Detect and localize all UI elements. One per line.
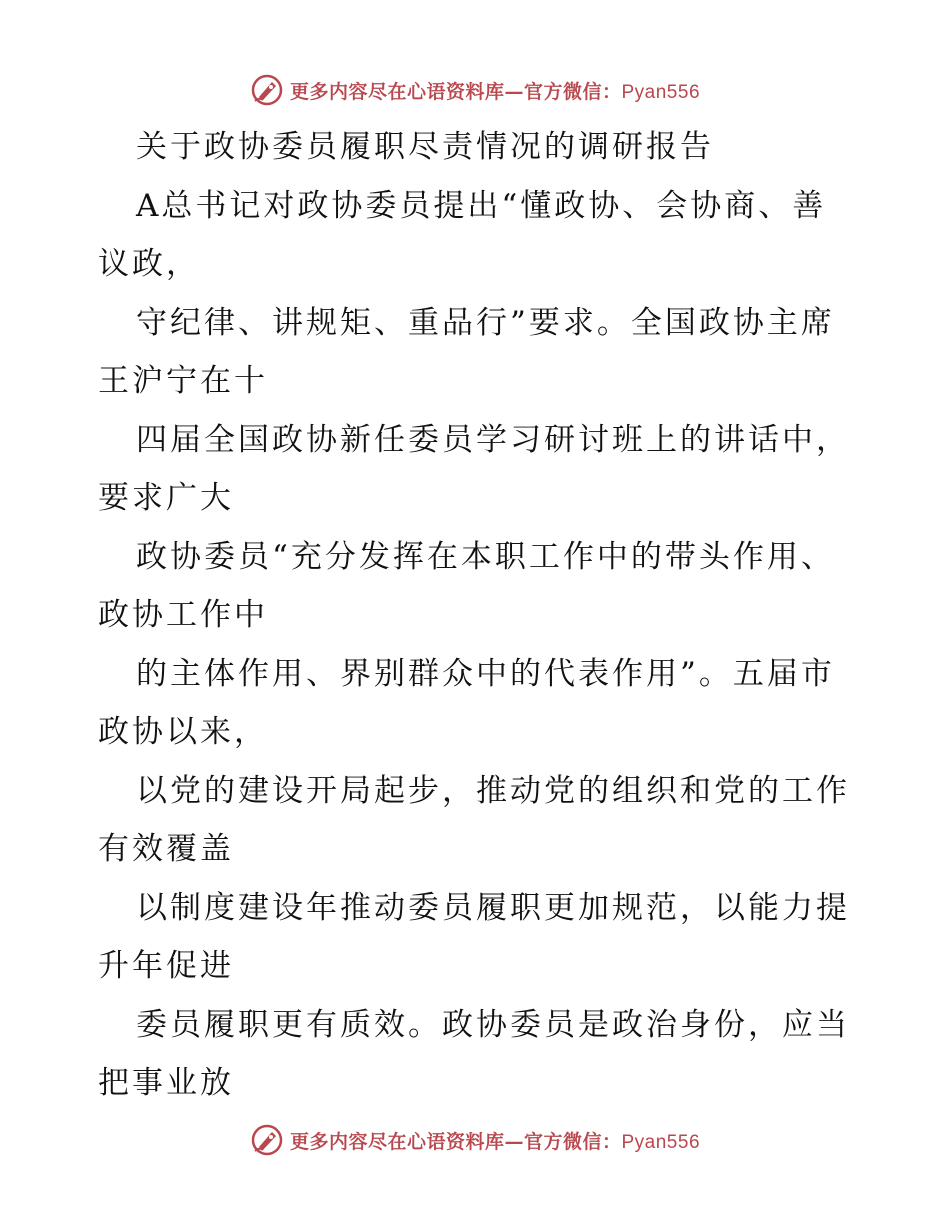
- paragraph-line: 委员履职更有质效。政协委员是政治身份，应当: [136, 1006, 850, 1043]
- paragraph-line: 政协工作中: [98, 597, 268, 633]
- paragraph-line: A总书记对政协委员提出“懂政协、会协商、善: [136, 187, 827, 224]
- paragraph-line: 以党的建设开局起步，推动党的组织和党的工作: [136, 772, 850, 809]
- pen-nib-logo-icon: [250, 1123, 284, 1157]
- watermark-text: 更多内容尽在心语资料库—官方微信：Pyan556: [289, 1130, 701, 1153]
- document-body: [98, 118, 858, 1113]
- paragraph-line: 王沪宁在十: [98, 363, 268, 399]
- paragraph-line: 有效覆盖: [98, 831, 234, 867]
- watermark-text: 更多内容尽在心语资料库—官方微信：Pyan556: [289, 80, 701, 103]
- document-title: 关于政协委员履职尽责情况的调研报告: [136, 129, 714, 165]
- paragraph-line: 守纪律、讲规矩、重品行”要求。全国政协主席: [136, 304, 835, 341]
- paragraph-line: 议政，: [98, 246, 200, 282]
- pen-nib-logo-icon: [250, 73, 284, 107]
- paragraph-line: 四届全国政协新任委员学习研讨班上的讲话中，: [136, 421, 850, 458]
- paragraph-line: 的主体作用、界别群众中的代表作用”。五届市: [136, 655, 835, 692]
- header-watermark: [0, 70, 950, 110]
- paragraph-line: 政协以来，: [98, 714, 268, 750]
- paragraph-line: 要求广大: [98, 480, 234, 516]
- paragraph-line: 把事业放: [98, 1065, 234, 1101]
- footer-watermark: [0, 1120, 950, 1160]
- paragraph-line: 以制度建设年推动委员履职更加规范，以能力提: [136, 889, 850, 926]
- paragraph-line: 升年促进: [98, 948, 234, 984]
- paragraph-line: 政协委员“充分发挥在本职工作中的带头作用、: [136, 538, 835, 575]
